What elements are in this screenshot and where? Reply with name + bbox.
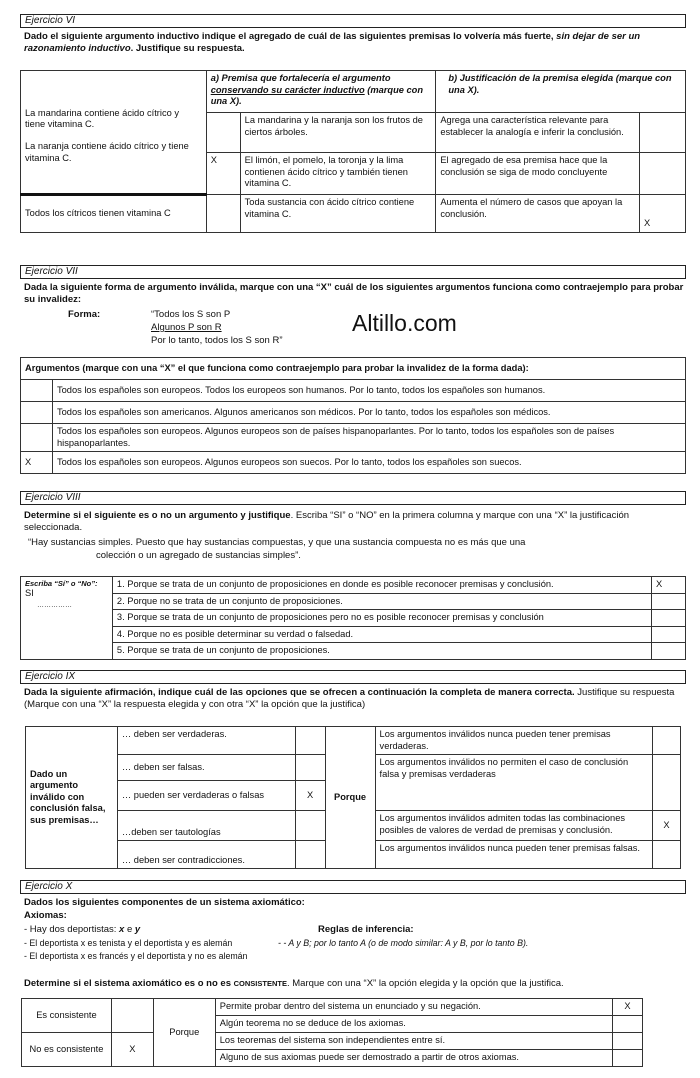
exercise-6-table (20, 70, 686, 233)
axiom-1-text: - Hay dos deportistas: (24, 924, 120, 935)
mark-b-1[interactable] (640, 113, 686, 153)
option-consistent-mark[interactable] (111, 999, 153, 1033)
justification-3: Aumenta el número de casos que apoyan la conclusión. (436, 195, 640, 233)
arg-mark-2[interactable] (21, 402, 53, 424)
prompt-part: . Escriba “SI” o “NO” en la primera columna y marque con una “X” la justificación seleccionada. (24, 510, 630, 533)
quote-line-1: “Hay sustancias simples. Puesto que hay sustancias compuestas, y que una sustancia compuesta no es más que una (28, 537, 526, 548)
exercise-9-table (25, 726, 681, 869)
col-a-text-end: (marque con una X). (210, 84, 424, 107)
axiom-1 (24, 924, 140, 936)
reason-mark-3[interactable]: X (652, 811, 680, 841)
premise-1: La mandarina contiene ácido cítrico y tiene vitamina C. (25, 107, 180, 130)
reason-3: Los argumentos inválidos admiten todas las combinaciones posibles de valores de verdad de premisas y conclusión. (375, 811, 652, 841)
quote-line-2: colección o un agregado de sustancias simples”. (96, 550, 301, 561)
option-4: 4. Porque no es posible determinar su verdad o falsedad. (112, 626, 651, 643)
option-mark-4[interactable] (652, 626, 686, 643)
option-4: …deben ser tautologías (117, 811, 295, 841)
answer-value: SI (25, 588, 34, 599)
argument-3: Todos los españoles son europeos. Algunos europeos son de países hispanoparlantes. Por lo tanto, todos los españoles son de países hispanoparlantes. (52, 424, 685, 452)
reason-mark-4[interactable] (612, 1050, 642, 1067)
option-mark-2[interactable] (295, 755, 325, 781)
option-not-consistent-mark[interactable]: X (111, 1033, 153, 1067)
argument-4: Todos los españoles son europeos. Algunos europeos son suecos. Por lo tanto, todos los españoles son suecos. (52, 452, 685, 474)
exercise-7-prompt: Dada la siguiente forma de argumento inválida, marque con una “X” cuál de los siguientes argumentos funciona como contraejemplo para probar su invalidez: (24, 282, 684, 305)
porque-label: Porque (153, 999, 215, 1067)
answer-cell[interactable] (21, 577, 113, 660)
option-2: … deben ser falsas. (117, 755, 295, 781)
mark-a-1[interactable] (206, 113, 240, 153)
option-consistent: Es consistente (22, 999, 112, 1033)
exercise-9-prompt (24, 687, 684, 711)
prompt-part: Justifique su respuesta (Marque con una “X” la respuesta elegida y con otra “X” la opción que la justifica) (24, 687, 675, 710)
exercise-10-prompt: Dados los siguientes componentes de un sistema axiomático: (24, 897, 305, 908)
instruction-part: CONSISTENTE (233, 979, 287, 988)
reason-1: Permite probar dentro del sistema un enunciado y su negación. (215, 999, 612, 1016)
axiom-1-text: e (124, 924, 135, 935)
forma-line-1: “Todos los S son P (151, 309, 231, 320)
arg-mark-1[interactable] (21, 380, 53, 402)
option-not-consistent: No es consistente (22, 1033, 112, 1067)
reason-mark-1[interactable]: X (612, 999, 642, 1016)
premise-option-1: La mandarina y la naranja son los frutos de ciertos árboles. (240, 113, 436, 153)
option-mark-1[interactable]: X (652, 577, 686, 594)
option-mark-2[interactable] (652, 593, 686, 610)
reason-1: Los argumentos inválidos nunca pueden tener premisas verdaderas. (375, 727, 652, 755)
answer-dots: …………… (37, 601, 72, 609)
option-3: 3. Porque se trata de un conjunto de proposiciones pero no es posible reconocer premisas y conclusión (112, 610, 651, 627)
exercise-10-header: Ejercicio X (20, 880, 686, 894)
reason-mark-2[interactable] (652, 755, 680, 811)
option-5: … deben ser contradicciones. (117, 841, 295, 869)
option-2: 2. Porque no se trata de un conjunto de proposiciones. (112, 593, 651, 610)
col-a-underlined: conservando su carácter inductivo (210, 84, 365, 95)
reason-2: Los argumentos inválidos no permiten el caso de conclusión falsa y premisas verdaderas (375, 755, 652, 811)
axiom-2: - El deportista x es tenista y el deportista y es alemán (24, 938, 233, 948)
justification-1: Agrega una característica relevante para establecer la analogía e inferir la conclusión. (436, 113, 640, 153)
option-mark-4[interactable] (295, 811, 325, 841)
forma-line-2: Algunos P son R (151, 322, 222, 333)
option-mark-3[interactable] (652, 610, 686, 627)
answer-column-label: Escriba “Sí” o “No”: (25, 579, 98, 588)
premise-option-3: Toda sustancia con ácido cítrico contiene vitamina C. (240, 195, 436, 233)
instruction-part: Determine si el sistema axiomático es o no es (24, 978, 234, 989)
option-5: 5. Porque se trata de un conjunto de proposiciones. (112, 643, 651, 660)
exercise-7-header: Ejercicio VII (20, 265, 686, 279)
mark-a-2[interactable]: X (206, 153, 240, 195)
premises-cell (21, 71, 207, 195)
stem-cell: Dado un argumento inválido con conclusión falsa, sus premisas… (26, 727, 118, 869)
axiom-1-var: y (134, 924, 141, 935)
option-1: … deben ser verdaderas. (117, 727, 295, 755)
exercise-9-header: Ejercicio IX (20, 670, 686, 684)
prompt-part: Dada la siguiente afirmación, indique cuál de las opciones que se ofrecen a continuación la completa de manera correcta. (24, 687, 575, 698)
prompt-part: Determine si el siguiente es o no un argumento y justifique (24, 510, 291, 521)
mark-b-3[interactable]: X (640, 195, 686, 233)
arguments-header: Argumentos (marque con una “X” el que funciona como contraejemplo para probar la invalidez de la forma dada): (21, 358, 686, 380)
prompt-part: Dado el siguiente argumento inductivo indique el agregado de cuál de las siguientes premisas lo volvería más fuerte, (24, 31, 557, 42)
argument-2: Todos los españoles son americanos. Algunos americanos son médicos. Por lo tanto, todos los españoles son médicos. (52, 402, 685, 424)
reason-mark-1[interactable] (652, 727, 680, 755)
mark-a-3[interactable] (206, 195, 240, 233)
inference-rule: - - A y B; por lo tanto A (o de modo similar: A y B, por lo tanto B). (278, 938, 529, 948)
prompt-part-italic: sin dejar de ser un razonamiento inductivo (24, 31, 641, 54)
justification-2: El agregado de esa premisa hace que la conclusión se siga de modo concluyente (436, 153, 640, 195)
reason-4: Alguno de sus axiomas puede ser demostrado a partir de otros axiomas. (215, 1050, 612, 1067)
axiom-1-var: x (119, 924, 125, 935)
option-3: … pueden ser verdaderas o falsas (117, 781, 295, 811)
exercise-6-header: Ejercicio VI (20, 14, 686, 28)
axiomas-label: Axiomas: (24, 910, 67, 921)
instruction-part: . Marque con una “X” la opción elegida y la opción que la justifica. (286, 978, 564, 989)
watermark-logo: Altillo.com (352, 310, 457, 336)
reason-mark-2[interactable] (612, 1016, 642, 1033)
exercise-7-table (20, 357, 686, 474)
forma-line-3: Por lo tanto, todos los S son R” (151, 335, 283, 346)
option-mark-1[interactable] (295, 727, 325, 755)
column-a-header (206, 71, 436, 113)
reason-2: Algún teorema no se deduce de los axiomas. (215, 1016, 612, 1033)
premise-option-2: El limón, el pomelo, la toronja y la lima contienen ácido cítrico y también tienen vitamina C. (240, 153, 436, 195)
option-mark-3[interactable]: X (295, 781, 325, 811)
reglas-label: Reglas de inferencia: (318, 924, 414, 935)
porque-label: Porque (325, 727, 375, 869)
reason-mark-3[interactable] (612, 1033, 642, 1050)
premise-2: La naranja contiene ácido cítrico y tiene vitamina C. (25, 141, 189, 163)
reason-3: Los teoremas del sistema son independientes entre sí. (215, 1033, 612, 1050)
col-a-text: a) Premisa que fortalecería el argumento (210, 73, 391, 83)
conclusion-cell: Todos los cítricos tienen vitamina C (21, 195, 207, 233)
option-mark-5[interactable] (652, 643, 686, 660)
arg-mark-4[interactable]: X (21, 452, 53, 474)
column-b-header: b) Justificación de la premisa elegida (marque con una X). (436, 71, 686, 113)
exercise-6-prompt (24, 31, 684, 55)
exercise-8-header: Ejercicio VIII (20, 491, 686, 505)
arg-mark-3[interactable] (21, 424, 53, 452)
forma-label: Forma: (68, 309, 101, 320)
exercise-10-table (21, 998, 643, 1067)
exercise-8-prompt (24, 510, 684, 534)
mark-b-2[interactable] (640, 153, 686, 195)
exercise-10-instruction (24, 978, 564, 990)
option-mark-5[interactable] (295, 841, 325, 869)
axiom-3: - El deportista x es francés y el deportista y no es alemán (24, 951, 248, 961)
option-1: 1. Porque se trata de un conjunto de proposiciones en donde es posible reconocer premisas y conclusión. (112, 577, 651, 594)
argument-1: Todos los españoles son europeos. Todos los europeos son humanos. Por lo tanto, todos los españoles son humanos. (52, 380, 685, 402)
reason-4: Los argumentos inválidos nunca pueden tener premisas falsas. (375, 841, 652, 869)
reason-mark-4[interactable] (652, 841, 680, 869)
prompt-part: . Justifique su respuesta. (130, 42, 245, 54)
exercise-8-table (20, 576, 686, 660)
